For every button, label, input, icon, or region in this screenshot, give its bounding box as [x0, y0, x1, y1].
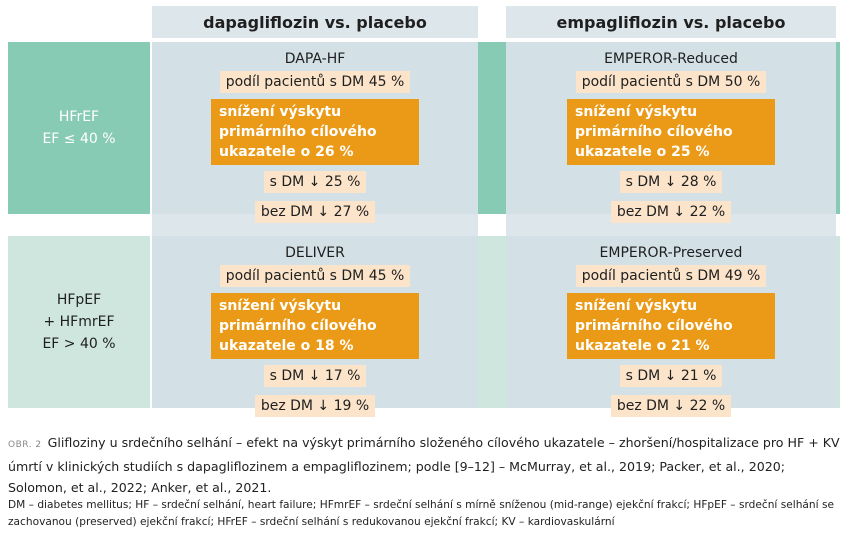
- trial-panel-deliver: [152, 236, 478, 414]
- trial-panel-dapa-hf: [152, 42, 478, 220]
- column-header-text: empagliflozin vs. placebo: [556, 12, 786, 32]
- caption-text: Glifloziny u srdečního selhání – efekt na výskyt primárního složeného cílového ukazatele – zhoršení/hospitalizace pro HF + KV úmrtí v klinických studiích s dapagliflozinem a empagliflozinem; podle [9–12] – McMurray, et al., 2019; Packer, et al., 2020; Solomon, et al., 2022; Anker, et al., 2021.: [8, 435, 840, 495]
- dm-share-badge: podíl pacientů s DM 45 %: [220, 71, 411, 93]
- dm-share-badge: podíl pacientů s DM 50 %: [576, 71, 767, 93]
- column-header-empagliflozin: [506, 6, 836, 38]
- with-dm-badge: s DM ↓ 25 %: [264, 171, 367, 193]
- primary-endpoint-reduction: snížení výskytu primárního cílového ukazatele o 21 %: [567, 293, 775, 359]
- row-label-line: + HFmrEF: [43, 314, 115, 330]
- trial-name: EMPEROR-Preserved: [599, 245, 743, 261]
- without-dm-badge: bez DM ↓ 19 %: [255, 395, 375, 417]
- figure-caption: [8, 432, 840, 498]
- row-strip: [836, 236, 840, 408]
- primary-endpoint-reduction: snížení výskytu primárního cílového ukazatele o 18 %: [211, 293, 419, 359]
- with-dm-badge: s DM ↓ 21 %: [620, 365, 723, 387]
- row-strip: [478, 236, 506, 408]
- row-label-line: EF > 40 %: [42, 336, 116, 352]
- trial-name: DAPA-HF: [284, 51, 346, 67]
- primary-endpoint-reduction: snížení výskytu primárního cílového ukazatele o 26 %: [211, 99, 419, 165]
- row-label-hfref: [8, 42, 150, 214]
- row-strip: [478, 42, 506, 214]
- with-dm-badge: s DM ↓ 28 %: [620, 171, 723, 193]
- trial-name: EMPEROR-Reduced: [604, 51, 738, 67]
- column-header-dapagliflozin: [152, 6, 478, 38]
- trial-name: DELIVER: [285, 245, 345, 261]
- trial-panel-emperor-reduced: [506, 42, 836, 220]
- abbreviations-footnote: DM – diabetes mellitus; HF – srdeční selhání, heart failure; HFmrEF – srdeční selhání s mírně sníženou (mid-range) ejekční frakcí; HFpEF – srdeční selhání se zachovanou (preserved) ejekční frakcí; HFrEF – srdeční selhání s redukovanou ejekční frakcí; KV – kardiovaskulární: [8, 499, 834, 528]
- column-header-text: dapagliflozin vs. placebo: [203, 12, 427, 32]
- row-strip: [836, 42, 840, 214]
- row-label-hfpef: [8, 236, 150, 408]
- row-label-line: HFpEF: [56, 292, 102, 308]
- without-dm-badge: bez DM ↓ 22 %: [611, 395, 731, 417]
- dm-share-badge: podíl pacientů s DM 49 %: [576, 265, 767, 287]
- dm-share-badge: podíl pacientů s DM 45 %: [220, 265, 411, 287]
- row-label-line: EF ≤ 40 %: [42, 131, 116, 147]
- trial-panel-emperor-preserved: [506, 236, 836, 414]
- without-dm-badge: bez DM ↓ 22 %: [611, 201, 731, 223]
- with-dm-badge: s DM ↓ 17 %: [264, 365, 367, 387]
- row-label-line: HFrEF: [58, 109, 100, 125]
- figure-label: OBR. 2: [8, 440, 42, 450]
- without-dm-badge: bez DM ↓ 27 %: [255, 201, 375, 223]
- primary-endpoint-reduction: snížení výskytu primárního cílového ukazatele o 25 %: [567, 99, 775, 165]
